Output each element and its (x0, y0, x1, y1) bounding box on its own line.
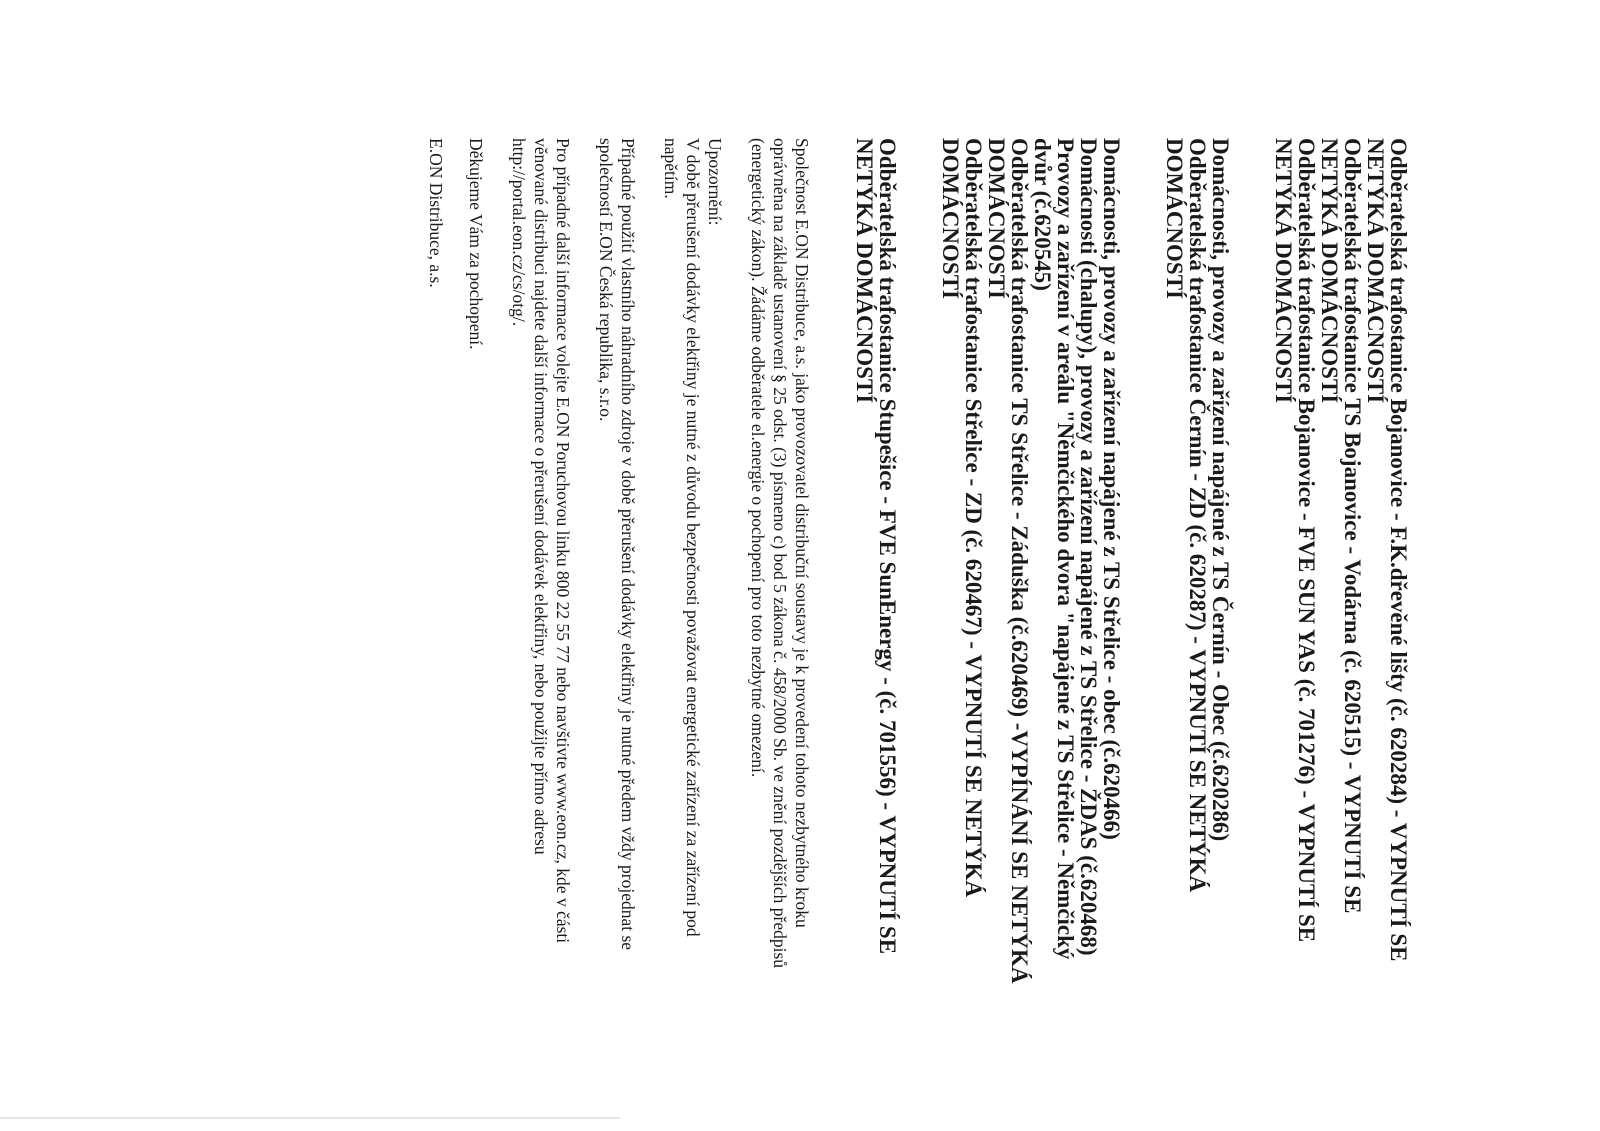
outage-group-cernin (1163, 138, 1232, 998)
legal-paragraph: Společnost E.ON Distribuce, a.s. jako provozovatel distribuční soustavy je k provedení tohoto nezbytného kroku oprávněna na základě ustanovení § 25 odst. (3) písmeno c) bod 5 zákona č. 458/2000 Sb. ve znění pozdějších předpisů (energetický zákon). Žádáme odběratele el.energie o pochopení pro toto nezbytné omezení. (748, 138, 812, 969)
outage-line: Domácnosti, provozy a zařízení napájené z TS Střelice - obec (č.620466) (1099, 138, 1124, 840)
outage-line: Odběratelská trafostanice Bojanovice - FVE SUN YAS (č. 701276) - VYPNUTÍ SE NETÝKÁ DOMÁCNOSTÍ (1271, 138, 1319, 943)
warning-text: V době přerušení dodávky elektřiny je nutné z důvodu bezpečnosti považovat energetické zařízení za zařízení pod napětím. (661, 138, 703, 937)
outage-group-stupesice (853, 138, 899, 998)
outage-line: Domácnosti, provozy a zařízení napájené z TS Černín - Obec (č.620286) (1208, 138, 1233, 842)
outage-line: Odběratelská trafostanice Střelice - ZD (č. 620467) - VYPNUTÍ SE NETÝKÁ DOMÁCNOSTÍ (938, 138, 986, 898)
outage-line: Odběratelská trafostanice Stupešice - FVE SunEnergy - (č. 701556) - VYPNUTÍ SE NETÝKÁ DOMÁCNOSTÍ (852, 138, 900, 955)
outage-line: Domácnosti (chalupy), provozy a zařízení napájené z TS Střelice - ŽDAS (č.620468) (1076, 138, 1101, 956)
outage-line: Odběratelská trafostanice Bojanovice - F.K.dřevěné lišty (č. 620284) - VYPNUTÍ SE NETÝKÁ DOMÁCNOSTÍ (1363, 138, 1411, 962)
outage-line: Odběratelská trafostanice TS Bojanovice - Vodárna (č. 620515) - VYPNUTÍ SE NETÝKÁ DOMÁCNOSTÍ (1317, 138, 1365, 914)
outage-group-strelice (939, 138, 1123, 998)
thanks-text: Děkujeme Vám za pochopení. (466, 138, 486, 350)
info-paragraph: Pro případné další informace volejte E.ON Poruchovou linku 800 22 55 77 nebo navštivte www.eon.cz, kde v části věnované distribuci najdete další informace o přerušení dodávek elektřiny, nebo použijte přímo adresu http://portal.eon.cz/cs/otg/. (509, 138, 573, 944)
outage-line: Provozy a zařízení v areálu "Němčického dvora "napájené z TS Střelice - Němčický dvůr (č.620545) (1030, 138, 1078, 960)
warning-label: Upozornění: (705, 138, 725, 226)
outage-line: Odběratelská trafostanice TS Střelice - Záduška (č.620469) -VYPÍNÁNÍ SE NETÝKÁ DOMÁCNOSTÍ (984, 138, 1032, 984)
outage-group-bojanovice (1272, 138, 1410, 998)
backup-source-paragraph: Případné použití vlastního náhradního zdroje v době přerušení dodávky elektřiny je nutné předem vždy projednat se společností E.ON Česká republika, s.r.o. (596, 138, 638, 951)
document-content (404, 138, 1410, 998)
signature: E.ON Distribuce, a.s. (426, 138, 446, 288)
warning-paragraph (660, 138, 726, 998)
document-sheet (10, 0, 1600, 1131)
outage-line: Odběratelská trafostanice Černín - ZD (č. 620287) - VYPNUTÍ SE NETÝKÁ DOMÁCNOSTÍ (1162, 138, 1210, 893)
